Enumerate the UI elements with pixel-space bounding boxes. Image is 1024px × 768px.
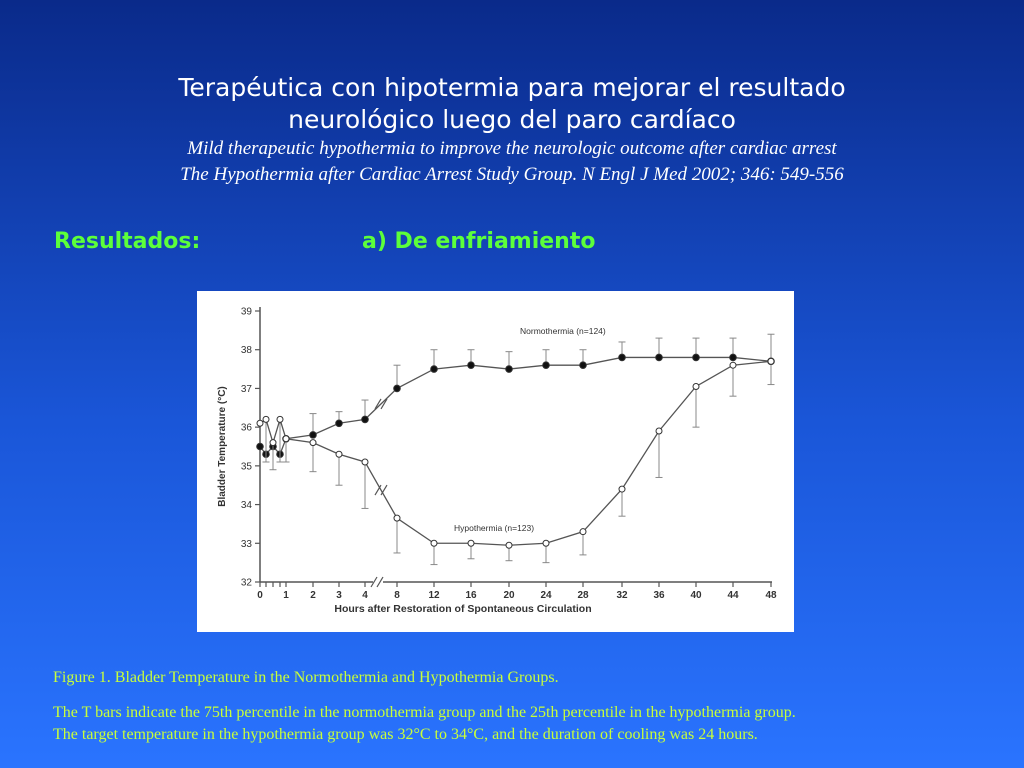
x-axis-break-mark: [377, 577, 383, 587]
y-tick-label: 37: [240, 383, 252, 395]
normothermia-line: [260, 357, 771, 454]
hypothermia-point: [270, 440, 276, 446]
y-tick-label: 35: [240, 461, 252, 473]
x-tick-label: 32: [616, 590, 628, 601]
hypothermia-point: [730, 362, 736, 368]
y-axis-label: Bladder Temperature (°C): [217, 386, 228, 507]
normothermia-point: [310, 432, 317, 439]
x-tick-label: 1: [283, 590, 289, 601]
y-tick-label: 36: [240, 422, 252, 434]
x-tick-label: 44: [727, 590, 739, 601]
normothermia-point: [506, 366, 513, 373]
x-tick-label: 36: [653, 590, 665, 601]
x-tick-label: 0: [257, 590, 263, 601]
x-tick-label: 2: [310, 590, 316, 601]
normothermia-point: [257, 443, 264, 450]
title-block: [60, 72, 964, 188]
hypothermia-point: [619, 486, 625, 492]
cooling-heading: a) De enfriamiento: [362, 229, 596, 254]
hypothermia-break-mark: [375, 485, 381, 495]
normothermia-point: [619, 354, 626, 361]
normothermia-point: [580, 362, 587, 369]
y-tick-label: 34: [240, 500, 252, 512]
caption-line-1: The T bars indicate the 75th percentile in the normothermia group and the 25th percentile in the hypothermia group.: [53, 704, 796, 721]
results-heading: Resultados:: [54, 229, 201, 254]
hypothermia-point: [543, 540, 549, 546]
page-title-line-2: neurológico luego del paro cardíaco: [288, 105, 736, 134]
citation: The Hypothermia after Cardiac Arrest Study Group. N Engl J Med 2002; 346: 549-556: [180, 164, 844, 185]
hypothermia-point: [768, 358, 774, 364]
figure-caption-title: Figure 1. Bladder Temperature in the Normothermia and Hypothermia Groups.: [53, 669, 559, 686]
x-tick-label: 4: [362, 590, 368, 601]
normothermia-series-label: Normothermia (n=124): [520, 326, 606, 336]
english-title: Mild therapeutic hypothermia to improve the neurologic outcome after cardiac arrest: [187, 138, 837, 159]
hypothermia-point: [431, 540, 437, 546]
normothermia-point: [362, 416, 369, 423]
y-tick-label: 32: [240, 577, 252, 589]
hypothermia-point: [580, 529, 586, 535]
hypothermia-point: [693, 383, 699, 389]
y-tick-label: 33: [240, 538, 252, 550]
x-axis-label: Hours after Restoration of Spontaneous Circulation: [334, 603, 592, 615]
hypothermia-point: [394, 515, 400, 521]
normothermia-point: [394, 385, 401, 392]
normothermia-point: [693, 354, 700, 361]
hypothermia-point: [362, 459, 368, 465]
hypothermia-point: [263, 416, 269, 422]
y-tick-label: 39: [240, 306, 252, 318]
hypothermia-break-mark: [381, 485, 387, 495]
hypothermia-point: [468, 540, 474, 546]
x-tick-label: 8: [394, 590, 400, 601]
y-tick-label: 38: [240, 345, 252, 357]
normothermia-point: [730, 354, 737, 361]
x-tick-label: 16: [465, 590, 477, 601]
hypothermia-point: [310, 440, 316, 446]
hypothermia-point: [506, 542, 512, 548]
normothermia-point: [656, 354, 663, 361]
caption-line-2: The target temperature in the hypothermia group was 32°C to 34°C, and the duration of cooling was 24 hours.: [53, 726, 758, 743]
hypothermia-series-label: Hypothermia (n=123): [454, 523, 535, 533]
x-tick-label: 20: [503, 590, 515, 601]
normothermia-point: [468, 362, 475, 369]
hypothermia-point: [283, 436, 289, 442]
normothermia-point: [336, 420, 343, 427]
x-tick-label: 24: [540, 590, 552, 601]
chart-panel: [197, 291, 794, 632]
hypothermia-point: [257, 420, 263, 426]
hypothermia-point: [277, 416, 283, 422]
normothermia-point: [431, 366, 438, 373]
normothermia-point: [543, 362, 550, 369]
hypothermia-point: [656, 428, 662, 434]
x-tick-label: 28: [577, 590, 589, 601]
x-tick-label: 12: [428, 590, 440, 601]
x-tick-label: 40: [690, 590, 702, 601]
page-title-line-1: Terapéutica con hipotermia para mejorar el resultado: [178, 73, 846, 102]
temperature-chart: [197, 291, 794, 632]
figure-caption-body: [53, 702, 993, 746]
x-tick-label: 48: [765, 590, 777, 601]
hypothermia-point: [336, 451, 342, 457]
x-tick-label: 3: [336, 590, 342, 601]
